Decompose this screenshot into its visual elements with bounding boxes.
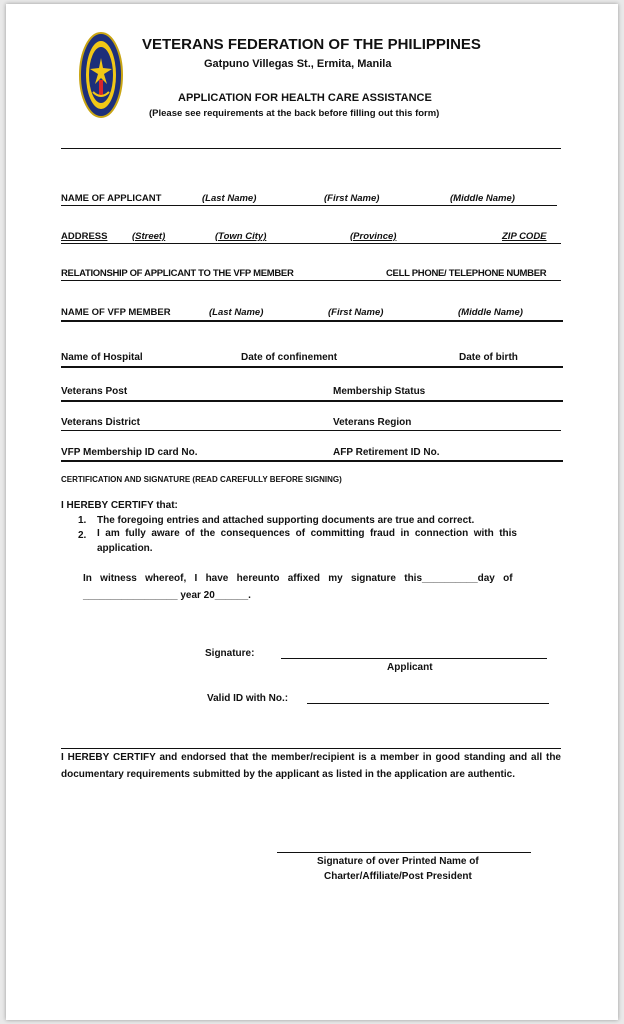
cert-item-number: 1.	[78, 515, 87, 526]
vfp-member-middle-name: (Middle Name)	[458, 307, 523, 318]
address-street: (Street)	[132, 231, 166, 242]
address-zip: ZIP CODE	[502, 231, 547, 242]
vfp-seal-logo	[79, 32, 123, 118]
membership-status-label: Membership Status	[333, 386, 426, 397]
afp-id-label: AFP Retirement ID No.	[333, 447, 440, 458]
vfp-member-first-name: (First Name)	[328, 307, 384, 318]
post-field-line[interactable]	[61, 400, 563, 402]
vfp-id-label: VFP Membership ID card No.	[61, 447, 198, 458]
endorsement-text: I HEREBY CERTIFY and endorsed that the member/recipient is a member in good standing and all the documentary requirements submitted by the applicant as listed in the application are authentic.	[61, 752, 561, 780]
witness-line-1: In witness whereof, I have hereunto affixed my signature this__________day of	[83, 573, 513, 584]
valid-id-line[interactable]	[307, 703, 549, 704]
header-divider	[61, 148, 561, 149]
address-town: (Town City)	[215, 231, 267, 242]
vfp-member-last-name: (Last Name)	[209, 307, 264, 318]
applicant-field-line[interactable]	[61, 205, 557, 206]
signature-line[interactable]	[281, 658, 547, 659]
address-province: (Province)	[350, 231, 397, 242]
veterans-district-label: Veterans District	[61, 417, 140, 428]
form-title: APPLICATION FOR HEALTH CARE ASSISTANCE	[178, 92, 432, 104]
relationship-label: RELATIONSHIP OF APPLICANT TO THE VFP MEMBER	[61, 268, 294, 279]
president-caption-1: Signature of over Printed Name of	[317, 856, 479, 867]
hospital-field-line[interactable]	[61, 366, 563, 368]
applicant-last-name: (Last Name)	[202, 193, 257, 204]
cert-item-2: I am fully aware of the consequences of committing fraud in connection with this application.	[97, 528, 517, 554]
form-page	[6, 4, 618, 1020]
org-address: Gatpuno Villegas St., Ermita, Manila	[204, 58, 392, 70]
veterans-post-label: Veterans Post	[61, 386, 128, 397]
hospital-label: Name of Hospital	[61, 352, 143, 363]
vfp-member-field-line[interactable]	[61, 320, 563, 322]
phone-label: CELL PHONE/ TELEPHONE NUMBER	[386, 268, 547, 279]
address-label: ADDRESS	[61, 231, 108, 242]
birth-date-label: Date of birth	[459, 352, 518, 363]
relationship-field-line[interactable]	[61, 280, 561, 281]
president-signature-line[interactable]	[277, 852, 531, 853]
certification-heading: CERTIFICATION AND SIGNATURE (READ CAREFULLY BEFORE SIGNING)	[61, 475, 342, 484]
confinement-label: Date of confinement	[241, 352, 338, 363]
applicant-middle-name: (Middle Name)	[450, 193, 515, 204]
valid-id-label: Valid ID with No.:	[207, 693, 289, 704]
certify-intro: I HEREBY CERTIFY that:	[61, 500, 178, 511]
vfp-member-label: NAME OF VFP MEMBER	[61, 307, 171, 318]
cert-item-number: 2.	[78, 530, 87, 541]
district-field-line[interactable]	[61, 430, 561, 431]
applicant-first-name: (First Name)	[324, 193, 380, 204]
address-field-line[interactable]	[61, 243, 561, 244]
witness-line-2: _________________ year 20______.	[83, 590, 251, 601]
cert-item-1: The foregoing entries and attached supporting documents are true and correct.	[97, 515, 475, 526]
org-name: VETERANS FEDERATION OF THE PHILIPPINES	[142, 36, 481, 53]
applicant-caption: Applicant	[387, 662, 433, 673]
veterans-region-label: Veterans Region	[333, 417, 412, 428]
id-field-line[interactable]	[61, 460, 563, 462]
form-subtitle: (Please see requirements at the back before filling out this form)	[149, 108, 440, 119]
president-caption-2: Charter/Affiliate/Post President	[324, 871, 472, 882]
applicant-label: NAME OF APPLICANT	[61, 193, 162, 204]
signature-label: Signature:	[205, 648, 255, 659]
